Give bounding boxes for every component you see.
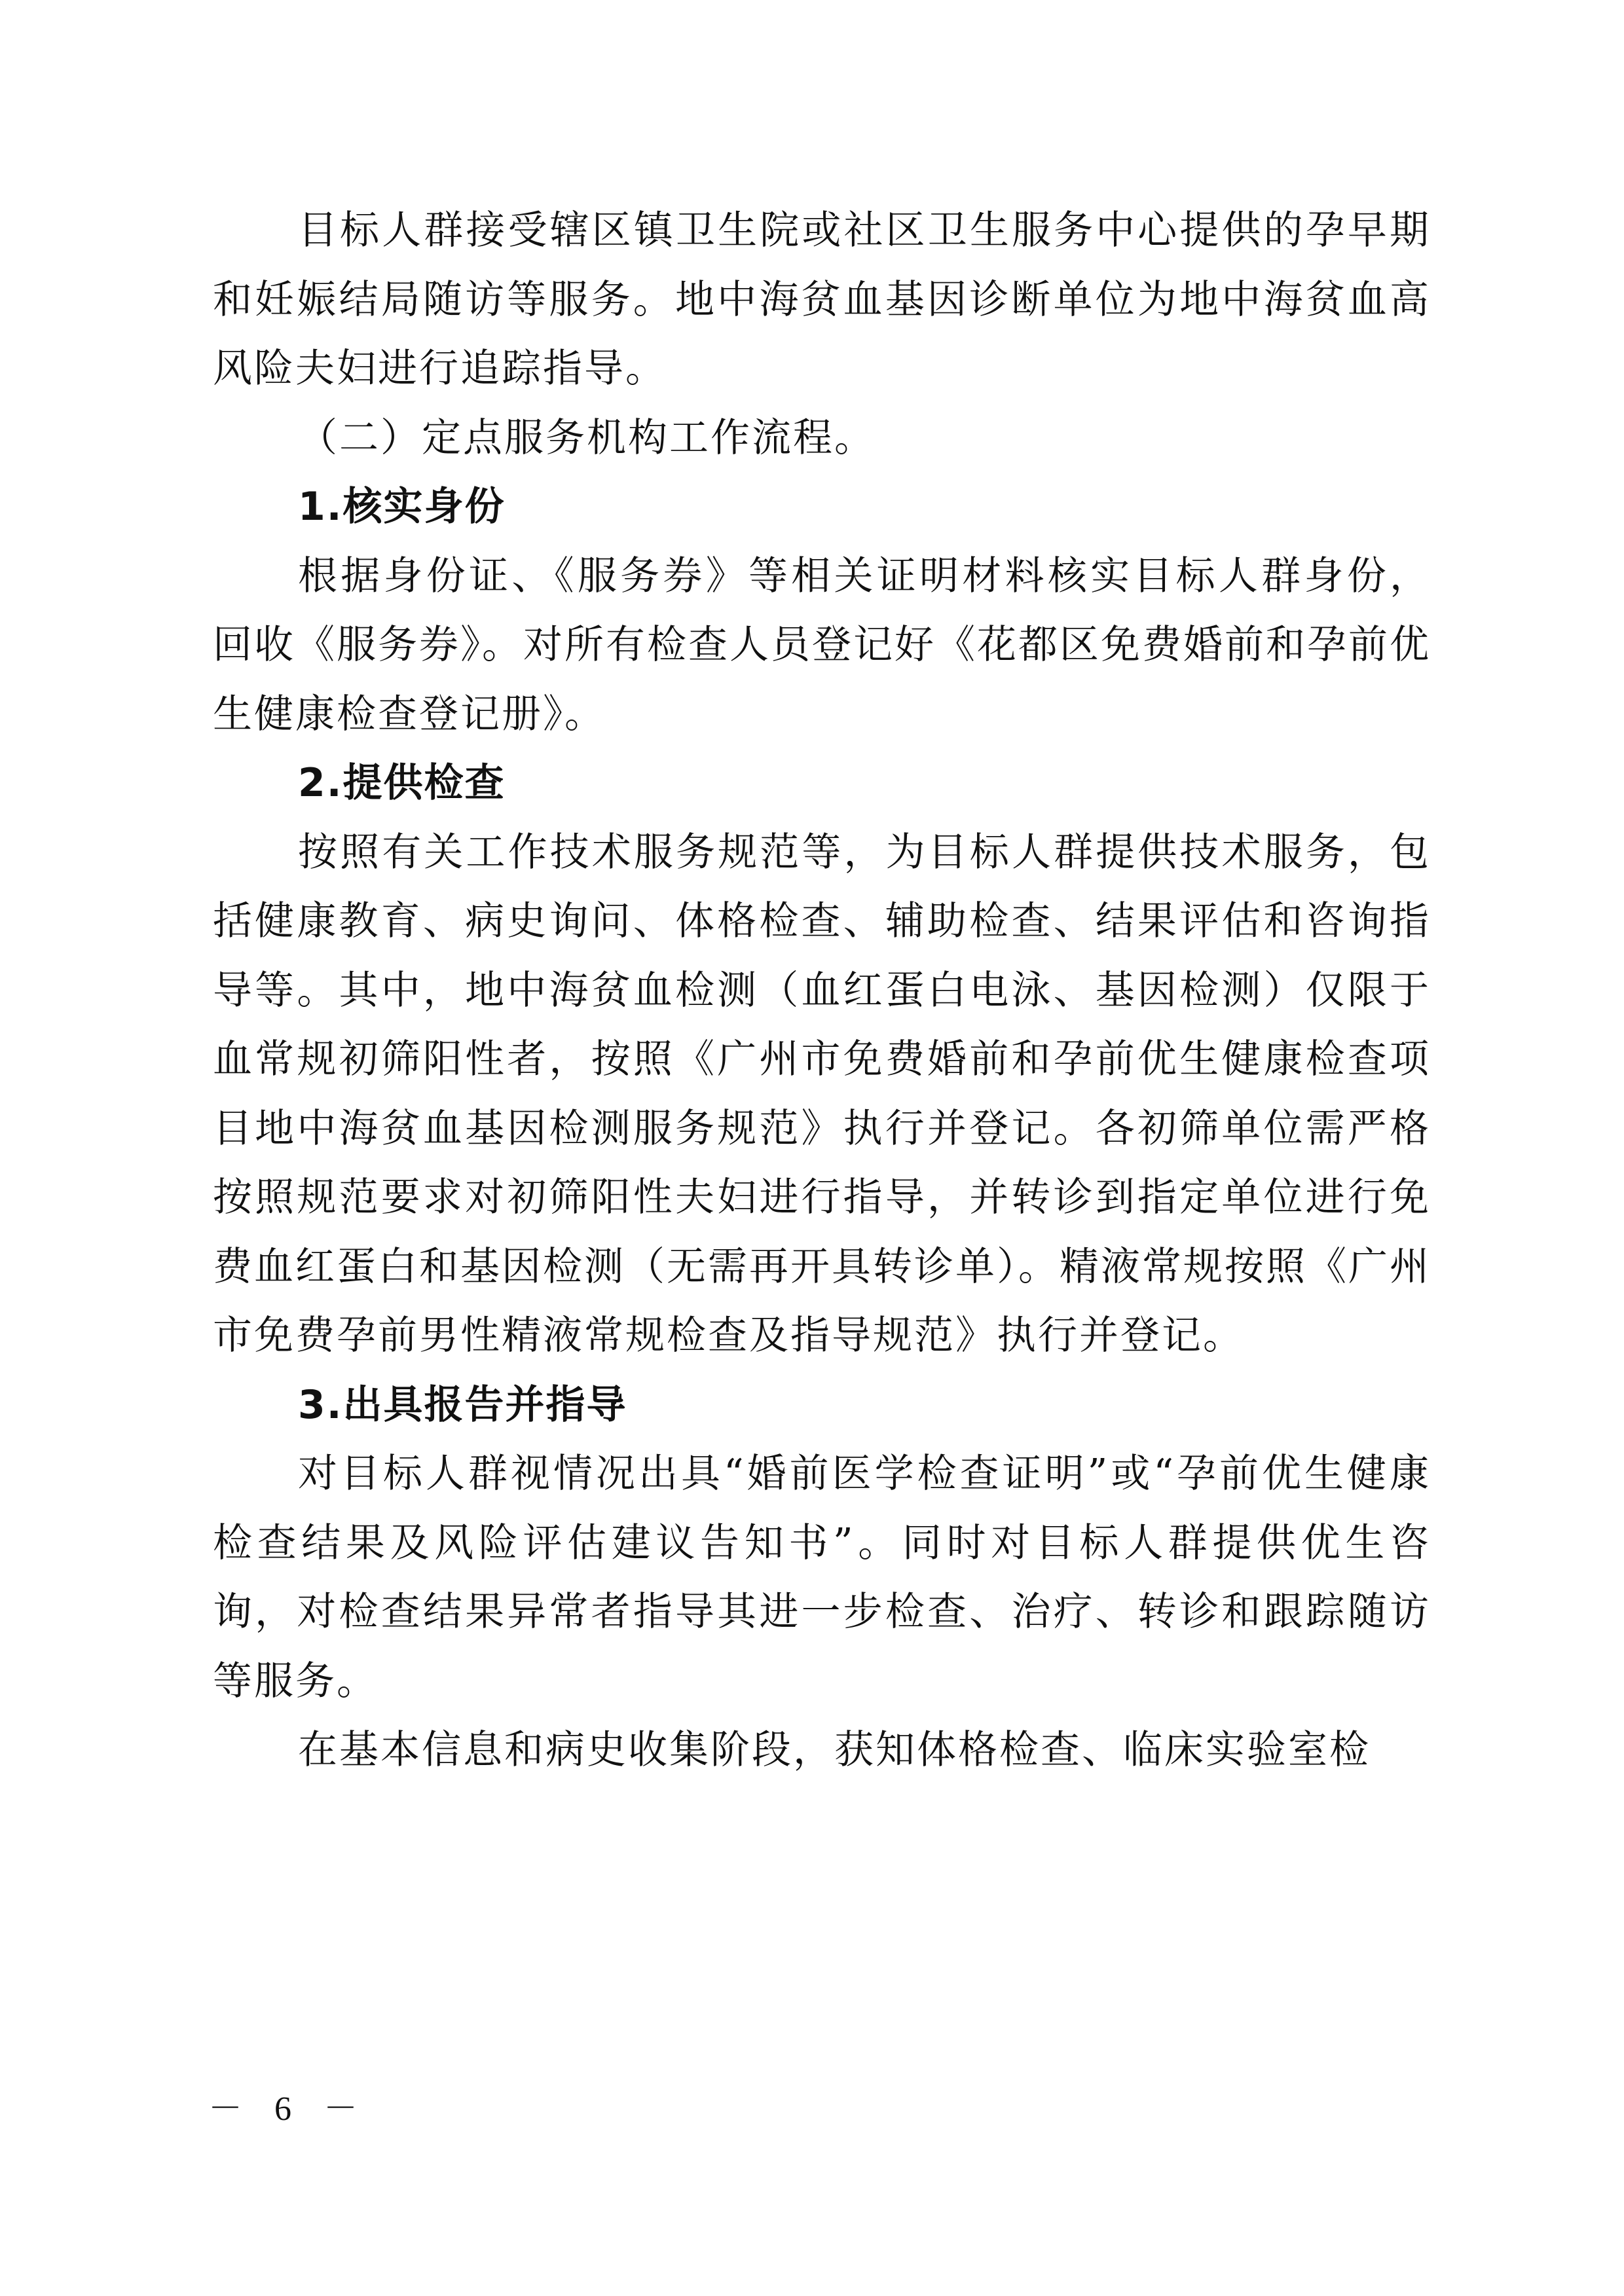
section-body-provide-examination: 按照有关工作技术服务规范等，为目标人群提供技术服务，包括健康教育、病史询问、体格检查、辅助检查、结果评估和咨询指导等。其中，地中海贫血检测（血红蛋白电泳、基因检测）仅限于血常规初筛阳性者，按照《广州市免费婚前和孕前优生健康检查项目地中海贫血基因检测服务规范》执行并登记。各初筛单位需严格按照规范要求对初筛阳性夫妇进行指导，并转诊到指定单位进行免费血红蛋白和基因检测（无需再开具转诊单）。精液常规按照《广州市免费孕前男性精液常规检查及指导规范》执行并登记。 (213, 829, 1431, 1358)
paragraph-follow-up-services: 目标人群接受辖区镇卫生院或社区卫生服务中心提供的孕早期和妊娠结局随访等服务。地中海贫血基因诊断单位为地中海贫血高风险夫妇进行追踪指导。 (213, 208, 1431, 392)
section-heading-verify-identity: 1.核实身份 (298, 484, 506, 530)
paragraph-subsection-title: （二）定点服务机构工作流程。 (298, 414, 876, 461)
section-body-info-collection: 在基本信息和病史收集阶段，获知体格检查、临床实验室检 (298, 1727, 1371, 1773)
section-heading-issue-report: 3.出具报告并指导 (298, 1381, 627, 1428)
document-body (213, 196, 1431, 1785)
section-heading-provide-examination: 2.提供检查 (298, 760, 506, 806)
page-number: － 6 － (208, 2090, 370, 2128)
section-body-issue-report: 对目标人群视情况出具“婚前医学检查证明”或“孕前优生健康检查结果及风险评估建议告知书”。同时对目标人群提供优生咨询，对检查结果异常者指导其进一步检查、治疗、转诊和跟踪随访等服务。 (213, 1451, 1431, 1704)
section-body-verify-identity: 根据身份证、《服务券》等相关证明材料核实目标人群身份，回收《服务券》。对所有检查人员登记好《花都区免费婚前和孕前优生健康检查登记册》。 (213, 553, 1431, 737)
